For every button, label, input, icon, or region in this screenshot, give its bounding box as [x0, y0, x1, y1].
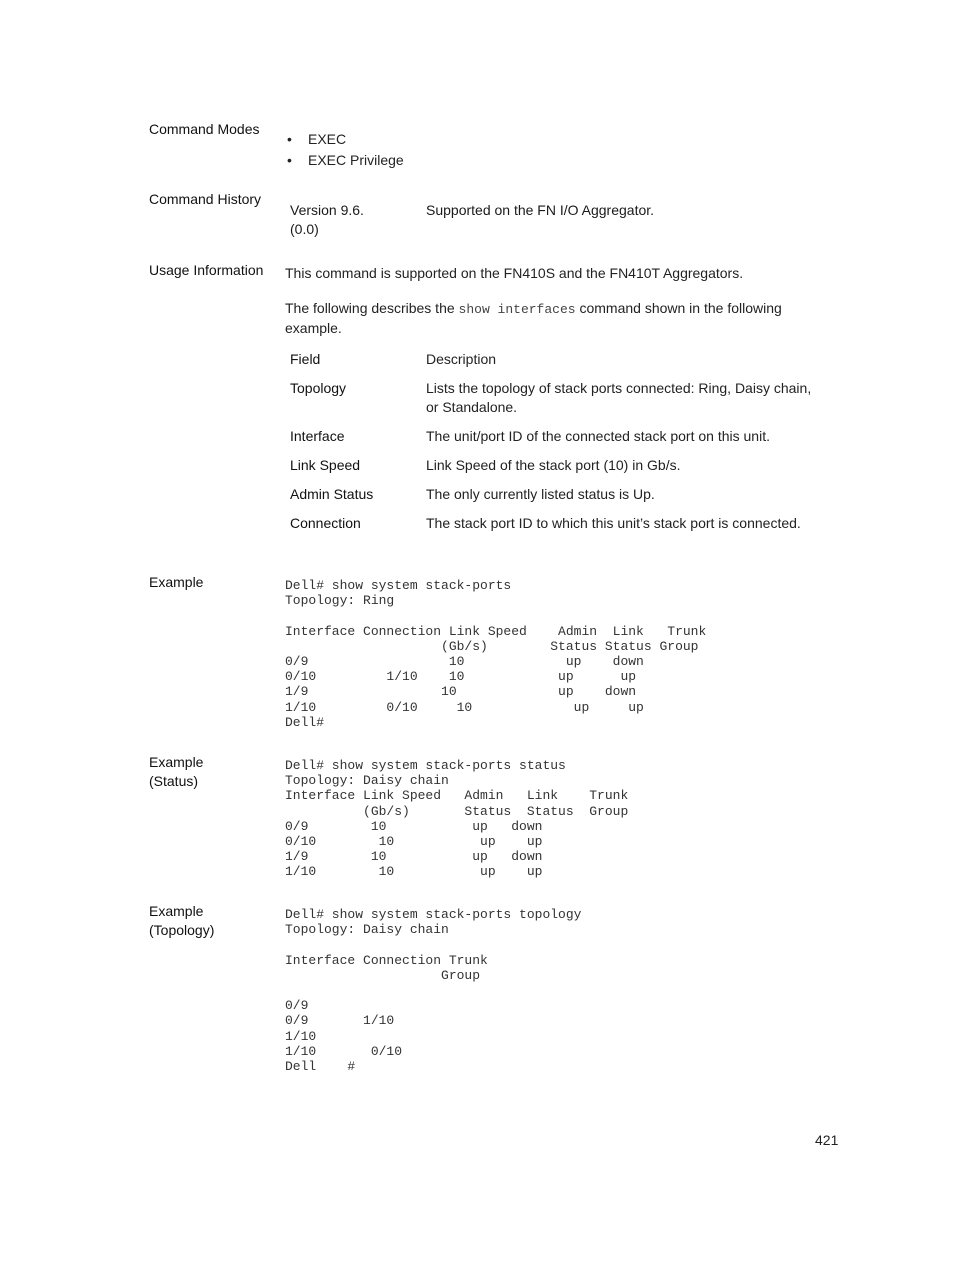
description-admin-status: The only currently listed status is Up. — [426, 486, 655, 502]
page-number: 421 — [815, 1132, 839, 1148]
usage-paragraph-2 — [285, 299, 830, 338]
description-link-speed: Link Speed of the stack port (10) in Gb/s. — [426, 457, 681, 473]
example-status-code-block: Dell# show system stack-ports status Topology: Daisy chain Interface Link Speed Admin Link Trunk (Gb/s) Status Status Group 0/9 10 up down 0/10 10 up up 1/9 10 up down 1/10 10 up up — [285, 758, 629, 880]
example-topology-label: Example (Topology) — [149, 903, 215, 938]
description-connection: The stack port ID to which this unit’s stack port is connected. — [426, 515, 801, 531]
description-topology: Lists the topology of stack ports connected: Ring, Daisy chain, or Standalone. — [426, 380, 812, 415]
field-admin-status: Admin Status — [290, 486, 374, 502]
description-interface: The unit/port ID of the connected stack port on this unit. — [426, 428, 770, 444]
usage-information-label: Usage Information — [149, 262, 264, 278]
command-modes-list — [287, 129, 404, 171]
table-header-description: Description — [426, 351, 497, 367]
history-version: Version 9.6. (0.0) — [290, 202, 364, 237]
field-topology: Topology — [290, 380, 347, 396]
mode-exec-privilege: EXEC Privilege — [308, 152, 404, 168]
bullet-icon: • — [287, 152, 292, 168]
list-item — [287, 150, 404, 171]
mode-exec: EXEC — [308, 131, 347, 147]
para2-text-before: The following describes the — [285, 300, 459, 316]
command-history-label: Command History — [149, 191, 262, 207]
field-interface: Interface — [290, 428, 345, 444]
history-description: Supported on the FN I/O Aggregator. — [426, 202, 655, 218]
para2-text-after: command shown in the following example. — [285, 300, 782, 336]
example-code-block: Dell# show system stack-ports Topology: Ring Interface Connection Link Speed Admin Link Trunk (Gb/s) Status Status Group 0/9 10 up down 0/10 1/10 10 up up 1/9 10 up down 1/10 0/10 10 up up Dell# — [285, 578, 707, 730]
field-link-speed: Link Speed — [290, 457, 361, 473]
example-status-label: Example (Status) — [149, 754, 204, 789]
inline-code: show interfaces — [458, 302, 576, 317]
bullet-icon: • — [287, 131, 292, 147]
usage-paragraph-1: This command is supported on the FN410S and the FN410T Aggregators. — [285, 265, 744, 281]
example-topology-code-block: Dell# show system stack-ports topology Topology: Daisy chain Interface Connection Trunk Group 0/9 0/9 1/10 1/10 1/10 0/10 Dell # — [285, 907, 582, 1075]
table-header-field: Field — [290, 351, 321, 367]
command-modes-label: Command Modes — [149, 121, 260, 137]
list-item — [287, 129, 404, 150]
example-label: Example — [149, 574, 204, 590]
field-connection: Connection — [290, 515, 361, 531]
